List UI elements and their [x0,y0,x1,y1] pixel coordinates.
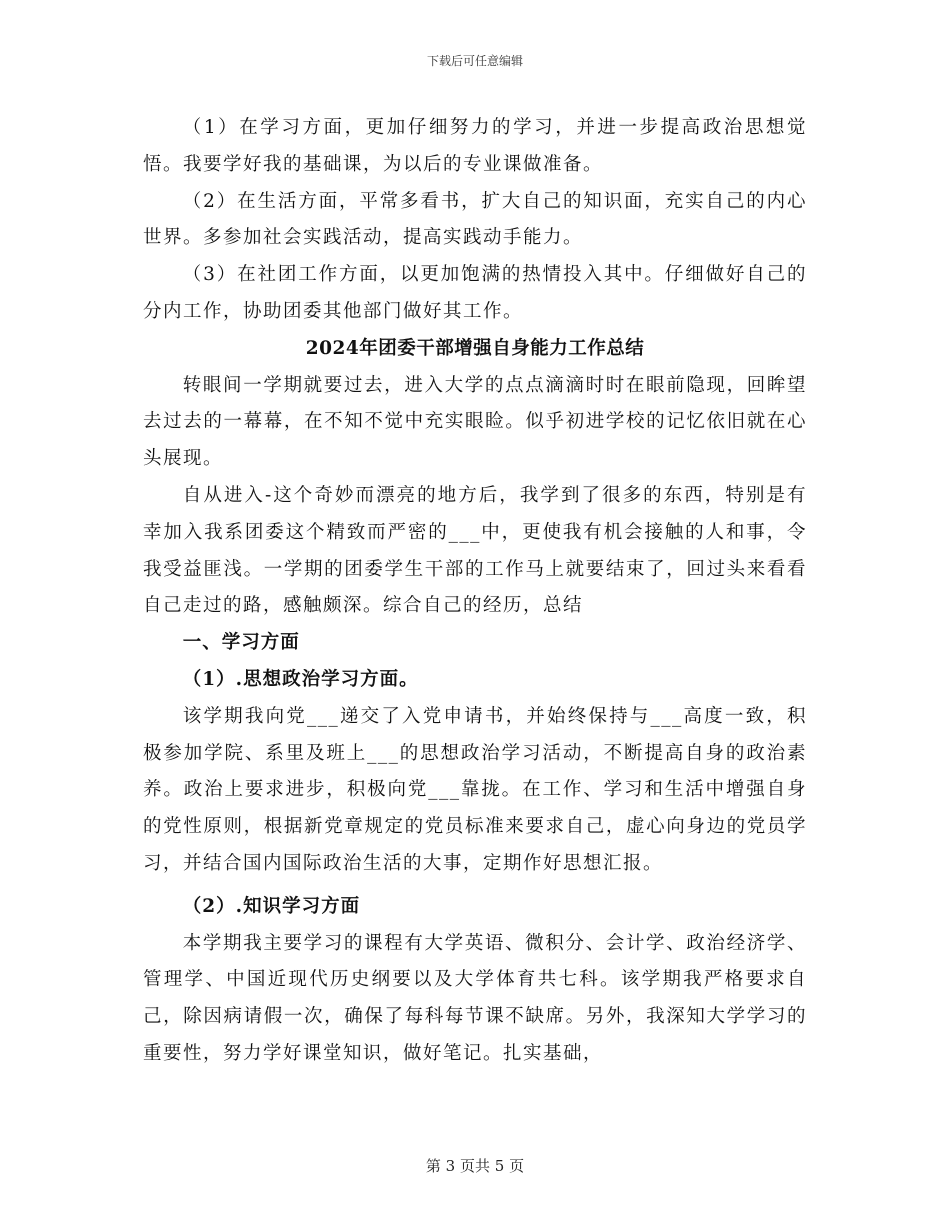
paragraph-intro: 转眼间一学期就要过去，进入大学的点点滴滴时时在眼前隐现，回眸望去过去的一幕幕，在不知不觉中充实眼睑。似乎初进学校的记忆依旧就在心头展现。 [143,374,807,470]
paragraph-life: （2）在生活方面，平常多看书，扩大自己的知识面，充实自己的内心世界。多参加社会实践活动，提高实践动手能力。 [143,190,807,249]
page-header-note: 下载后可任意编辑 [426,54,523,68]
paragraph-study: （1）在学习方面，更加仔细努力的学习，并进一步提高政治思想觉悟。我要学好我的基础课，为以后的专业课做准备。 [143,117,807,175]
subheading-knowledge-study: （2）.知识学习方面 [182,895,361,917]
document-body [143,110,807,1073]
document-title: 2024年团委干部增强自身能力工作总结 [305,337,645,359]
subheading-political-study: （1）.思想政治学习方面。 [182,668,419,690]
paragraph-knowledge-study: 本学期我主要学习的课程有大学英语、微积分、会计学、政治经济学、管理学、中国近现代历史纲要以及大学体育共七科。该学期我严格要求自己，除因病请假一次，确保了每科每节课不缺席。另外，我深知大学学习的重要性，努力学好课堂知识，做好笔记。扎实基础， [143,932,807,1064]
paragraph-political-study: 该学期我向党___递交了入党申请书，并始终保持与___高度一致，积极参加学院、系里及班上___的思想政治学习活动，不断提高自身的政治素养。政治上要求进步，积极向党___靠拢。在工作、学习和生活中增强自身的党性原则，根据新党章规定的党员标准来要求自己，虚心向身边的党员学习，并结合国内国际政治生活的大事，定期作好思想汇报。 [143,705,807,874]
page-number: 第 3 页共 5 页 [425,1157,525,1175]
section-heading-study: 一、学习方面 [182,632,300,654]
paragraph-club-work: （3）在社团工作方面，以更加饱满的热情投入其中。仔细做好自己的分内工作，协助团委其他部门做好其工作。 [143,264,807,322]
paragraph-experience: 自从进入-这个奇妙而漂亮的地方后，我学到了很多的东西，特别是有幸加入我系团委这个精致而严密的___中，更使我有机会接触的人和事，令我受益匪浅。一学期的团委学生干部的工作马上就要结束了，回过头来看看自己走过的路，感触颇深。综合自己的经历，总结 [143,484,807,617]
